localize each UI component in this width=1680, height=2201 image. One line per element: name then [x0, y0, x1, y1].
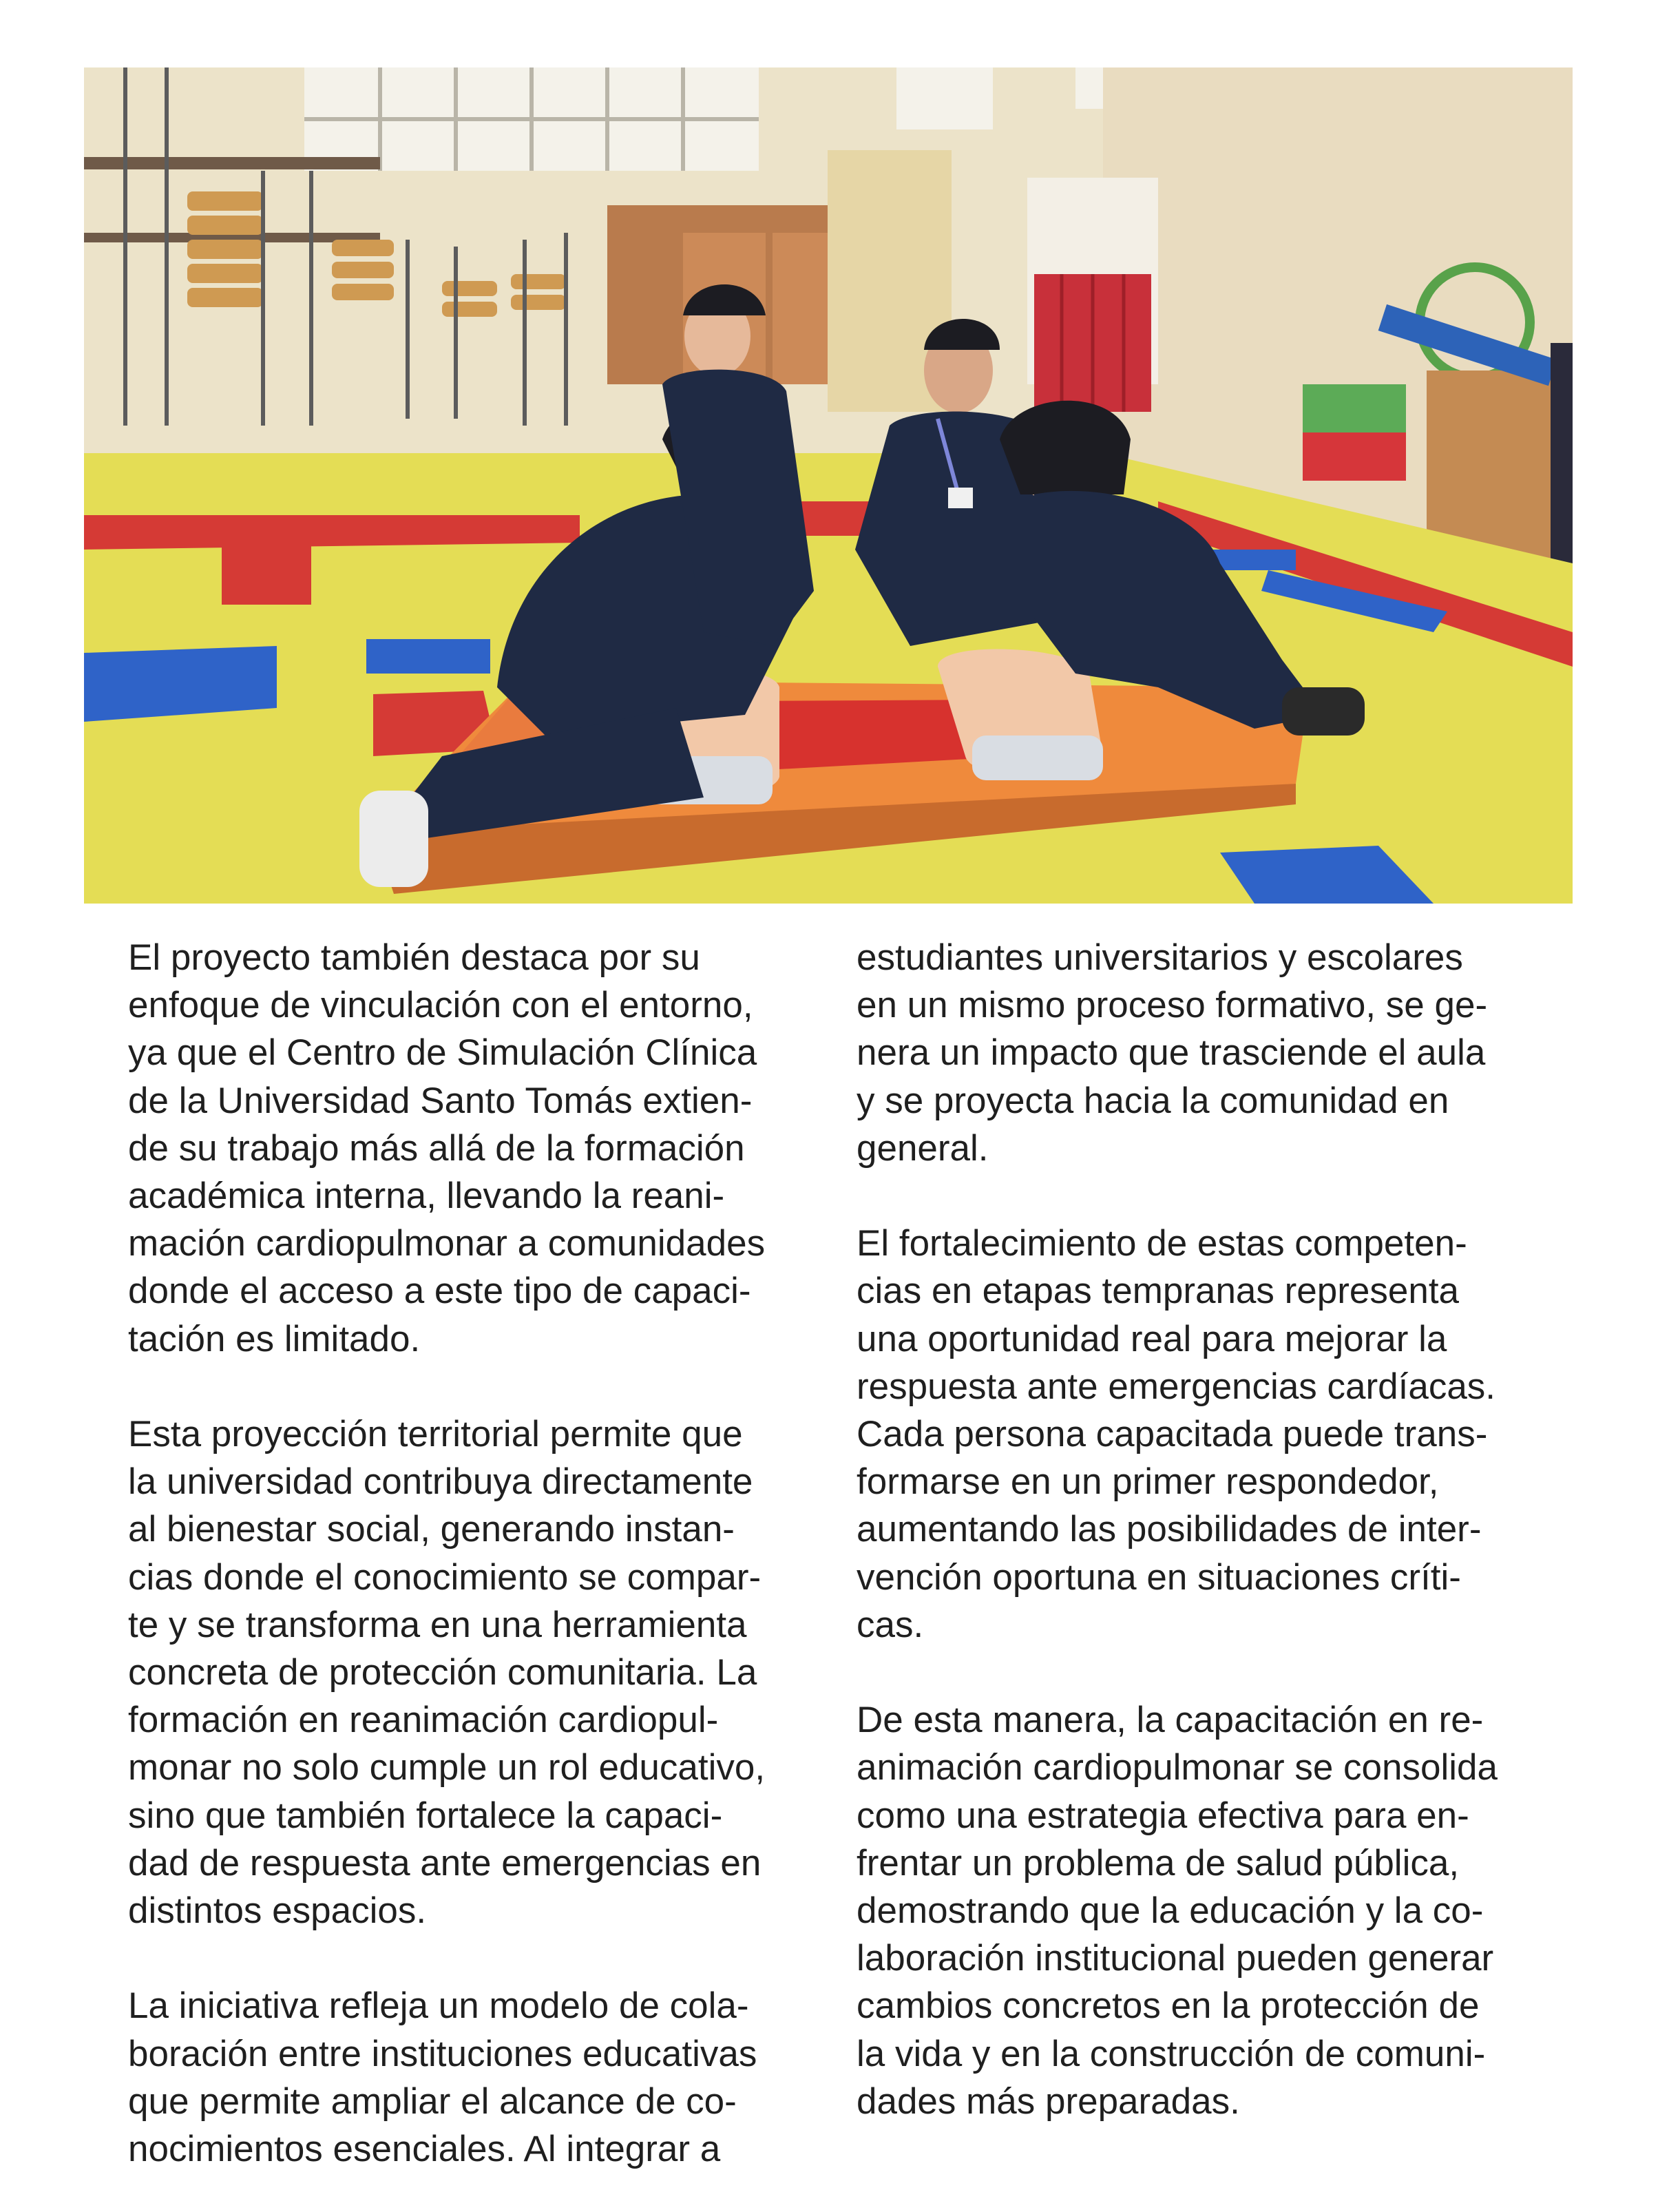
text-line: de la Universidad Santo Tomás extien-: [128, 1080, 753, 1121]
text-line: cias en etapas tempranas representa: [857, 1271, 1460, 1312]
text-line: animación cardiopulmonar se consolida: [857, 1747, 1498, 1788]
text-line: una oportunidad real para mejorar la: [857, 1318, 1447, 1359]
text-line: laboración institucional pueden generar: [857, 1938, 1494, 1979]
text-line: donde el acceso a este tipo de capaci-: [128, 1271, 751, 1312]
text-line: aumentando las posibilidades de inter-: [857, 1509, 1482, 1550]
text-line: estudiantes universitarios y escolares: [857, 937, 1463, 978]
text-line: como una estrategia efectiva para en-: [857, 1795, 1469, 1836]
text-line: nocimientos esenciales. Al integrar a: [128, 2129, 721, 2170]
text-line: boración entre instituciones educativas: [128, 2033, 757, 2074]
text-line: que permite ampliar el alcance de co-: [128, 2080, 737, 2122]
text-line: cias donde el conocimiento se compar-: [128, 1556, 762, 1598]
text-line: la universidad contribuya directamente: [128, 1461, 753, 1503]
text-line: al bienestar social, generando instan-: [128, 1509, 735, 1550]
paragraph-3: [128, 1982, 817, 2173]
text-line: enfoque de vinculación con el entorno,: [128, 985, 753, 1026]
paragraph-2: [128, 1410, 817, 1934]
text-line: dades más preparadas.: [857, 2080, 1240, 2122]
text-line: respuesta ante emergencias cardíacas.: [857, 1366, 1496, 1407]
text-line: y se proyecta hacia la comunidad en: [857, 1080, 1449, 1121]
text-line: ya que el Centro de Simulación Clínica: [128, 1032, 757, 1074]
article-left-column: [128, 934, 817, 2173]
text-line: concreta de protección comunitaria. La: [128, 1652, 757, 1693]
text-line: De esta manera, la capacitación en re-: [857, 1700, 1484, 1741]
text-line: te y se transforma en una herramienta: [128, 1604, 747, 1645]
text-line: demostrando que la educación y la co-: [857, 1890, 1484, 1932]
paragraph-6: [857, 1696, 1545, 2125]
text-line: nera un impacto que trasciende el aula: [857, 1032, 1486, 1074]
text-line: la vida y en la construcción de comuni-: [857, 2033, 1486, 2074]
text-line: sino que también fortalece la capaci-: [128, 1795, 723, 1836]
text-line: cas.: [857, 1604, 924, 1645]
paragraph-1: [128, 934, 817, 1363]
text-line: La iniciativa refleja un modelo de cola-: [128, 1985, 749, 2027]
text-line: cambios concretos en la protección de: [857, 1985, 1480, 2027]
text-line: El fortalecimiento de estas competen-: [857, 1223, 1467, 1264]
text-line: frentar un problema de salud pública,: [857, 1842, 1460, 1884]
text-line: académica interna, llevando la reani-: [128, 1176, 725, 1217]
text-line: El proyecto también destaca por su: [128, 937, 700, 978]
paragraph-4: [857, 934, 1545, 1172]
text-line: tación es limitado.: [128, 1318, 421, 1359]
article-right-column: [857, 934, 1545, 2125]
text-line: en un mismo proceso formativo, se ge-: [857, 985, 1488, 1026]
text-line: formación en reanimación cardiopul-: [128, 1700, 719, 1741]
text-line: Cada persona capacitada puede trans-: [857, 1414, 1488, 1455]
text-line: Esta proyección territorial permite que: [128, 1414, 743, 1455]
text-line: vención oportuna en situaciones críti-: [857, 1556, 1461, 1598]
cpr-training-scene: [84, 67, 1573, 904]
text-line: dad de respuesta ante emergencias en: [128, 1842, 762, 1884]
paragraph-5: [857, 1220, 1545, 1649]
text-line: monar no solo cumple un rol educativo,: [128, 1747, 766, 1788]
text-line: de su trabajo más allá de la formación: [128, 1127, 745, 1169]
text-line: distintos espacios.: [128, 1890, 427, 1932]
article-photo: [84, 67, 1573, 904]
text-line: general.: [857, 1127, 989, 1169]
text-line: formarse en un primer respondedor,: [857, 1461, 1439, 1503]
text-line: mación cardiopulmonar a comunidades: [128, 1223, 766, 1264]
